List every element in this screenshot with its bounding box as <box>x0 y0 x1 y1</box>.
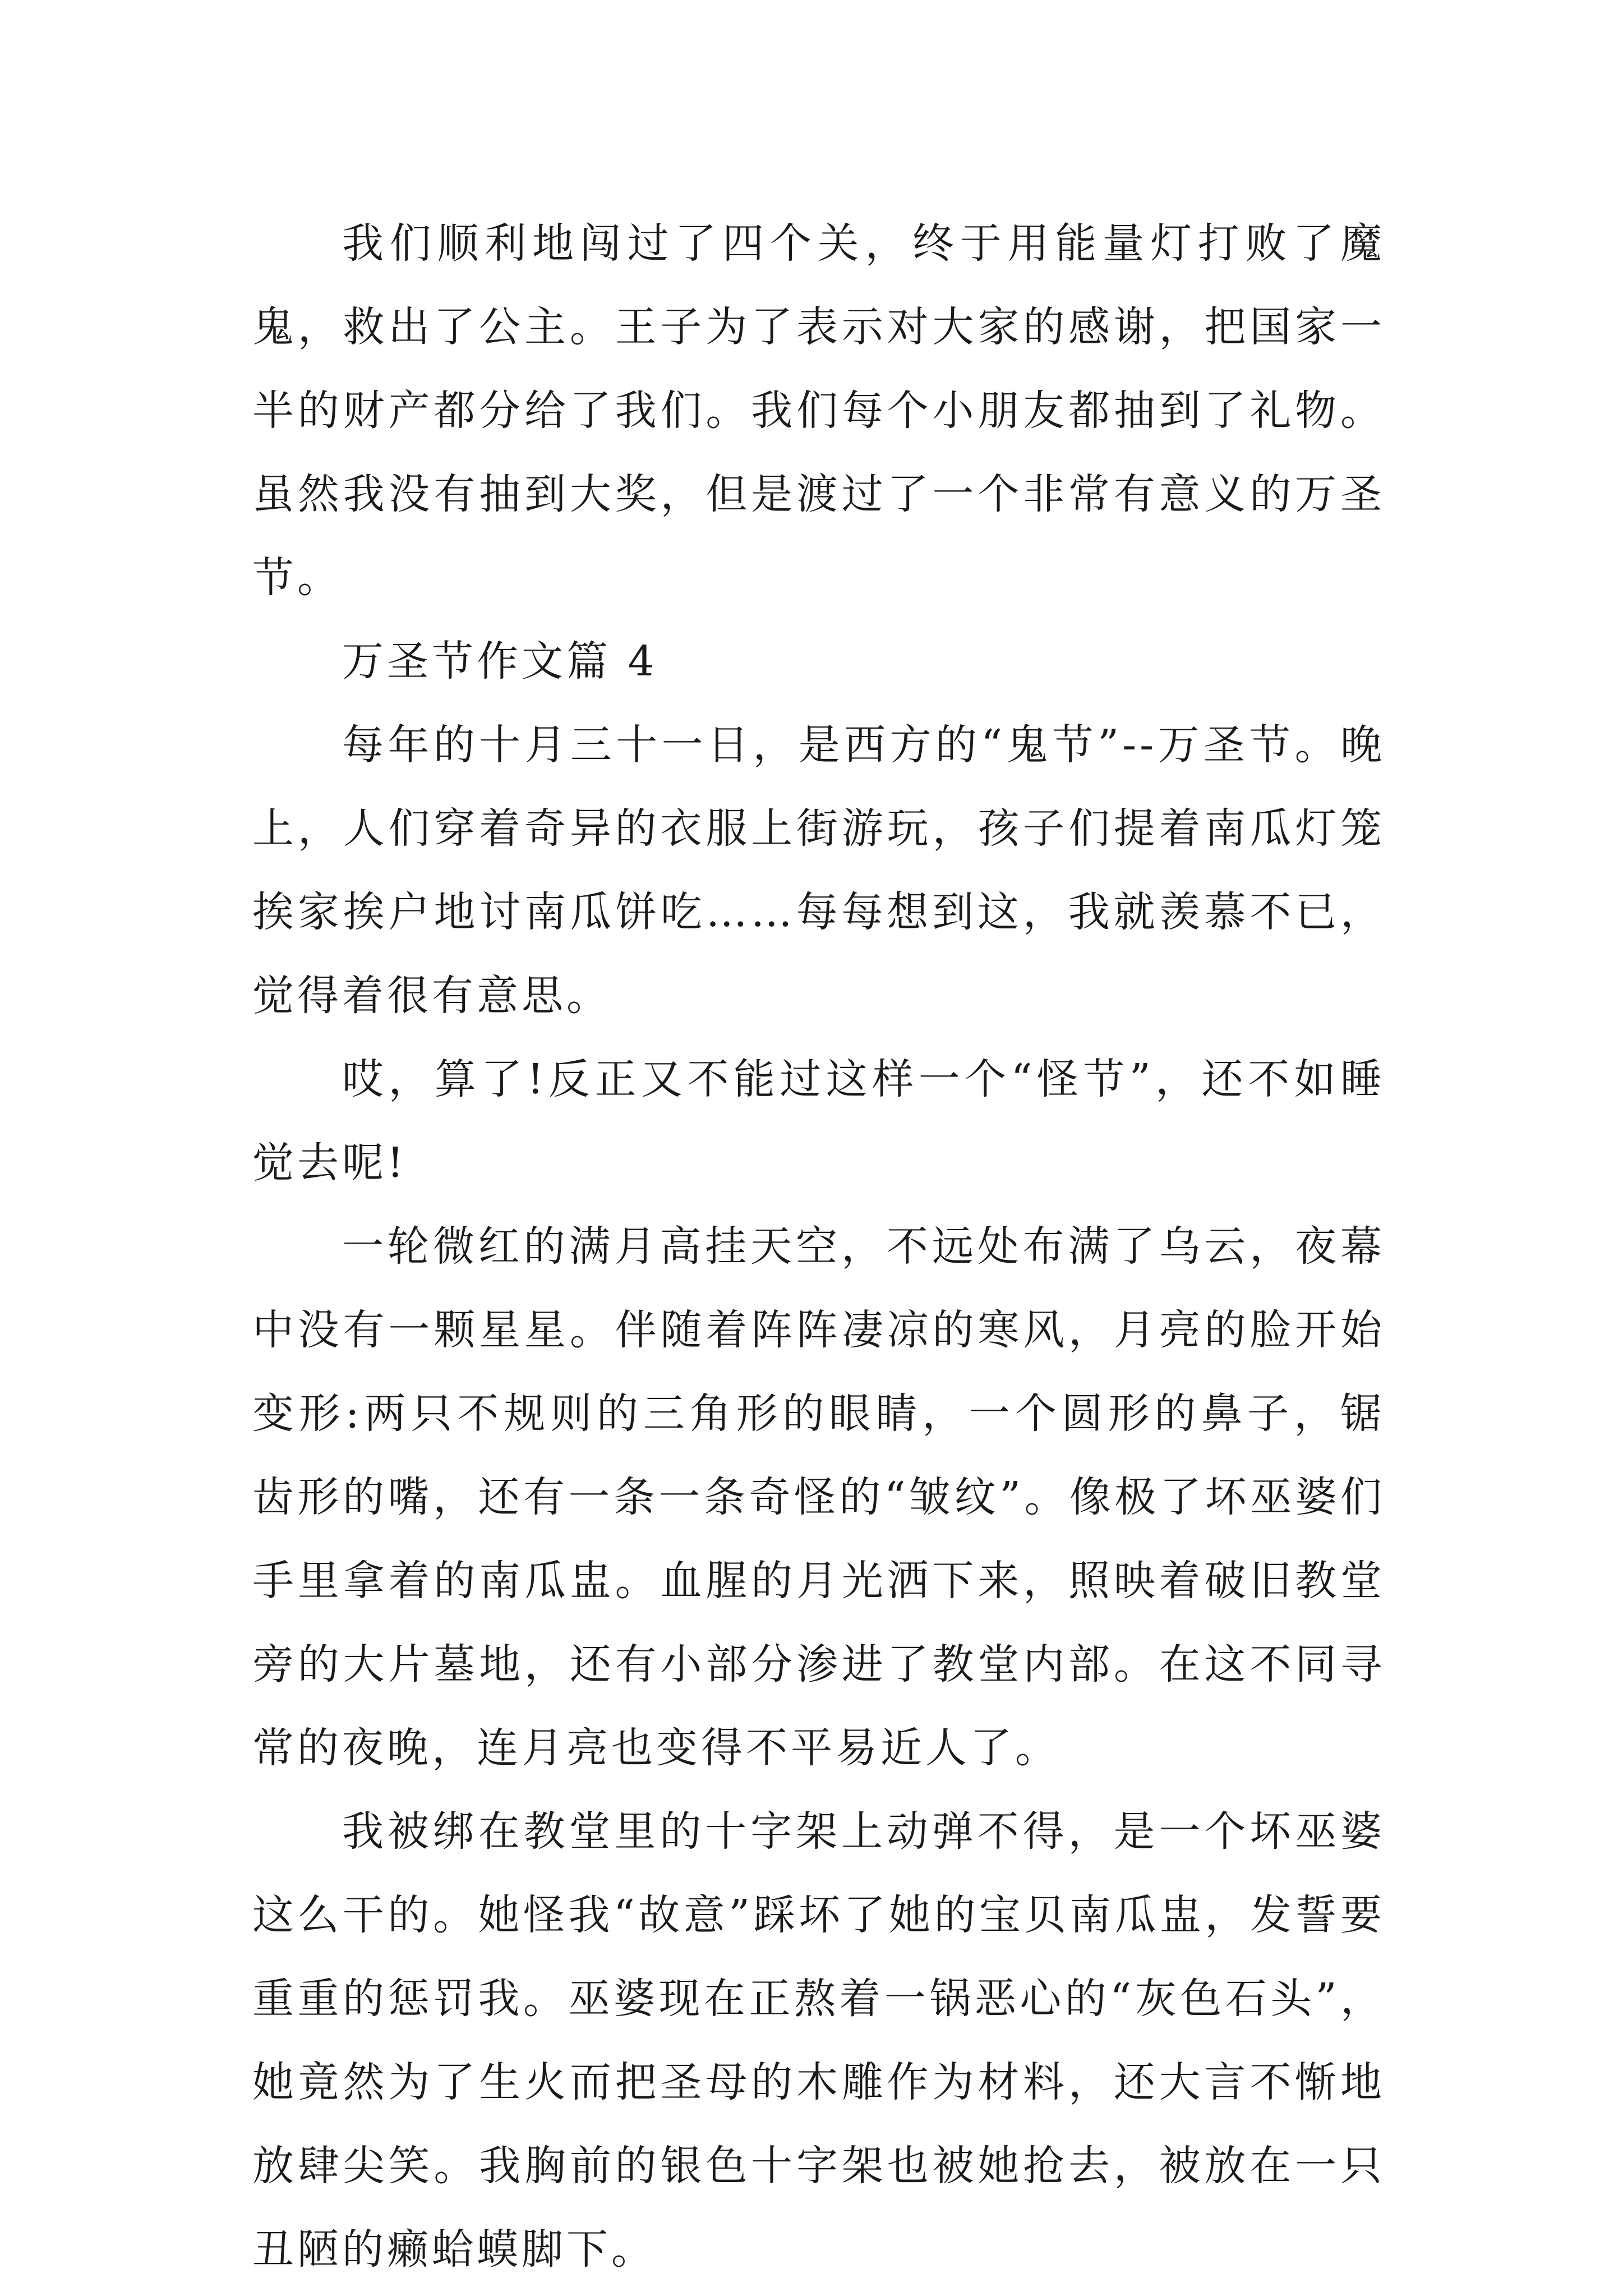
essay-heading: 万圣节作文篇 4 <box>342 637 658 685</box>
paragraph-ending-story: 我们顺利地闯过了四个关，终于用能量灯打败了魔鬼，救出了公主。王子为了表示对大家的感谢，把国家一半的财产都分给了我们。我们每个小朋友都抽到了礼物。虽然我没有抽到大奖，但是渡过了一个非常有意义的万圣节。 <box>252 219 1385 602</box>
paragraph-moon: 一轮微红的满月高挂天空，不远处布满了乌云，夜幕中没有一颗星星。伴随着阵阵凄凉的寒风，月亮的脸开始变形:两只不规则的三角形的眼睛，一个圆形的鼻子，锯齿形的嘴，还有一条一条奇怪的“皱纹”。像极了坏巫婆们手里拿着的南瓜盅。血腥的月光洒下来，照映着破旧教堂旁的大片墓地，还有小部分渗进了教堂内部。在这不同寻常的夜晚，连月亮也变得不平易近人了。 <box>252 1222 1385 1772</box>
paragraph-intro: 每年的十月三十一日，是西方的“鬼节”--万圣节。晚上，人们穿着奇异的衣服上街游玩，孩子们提着南瓜灯笼挨家挨户地讨南瓜饼吃……每每想到这，我就羡慕不已，觉得着很有意思。 <box>252 721 1385 1020</box>
paragraph-witch: 我被绑在教堂里的十字架上动弹不得，是一个坏巫婆这么干的。她怪我“故意”踩坏了她的宝贝南瓜盅，发誓要重重的惩罚我。巫婆现在正熬着一锅恶心的“灰色石头”，她竟然为了生火而把圣母的木雕作为材料，还大言不惭地放肆尖笑。我胸前的银色十字架也被她抢去，被放在一只丑陋的癞蛤蟆脚下。 <box>252 1807 1385 2274</box>
document-body <box>252 202 1385 2292</box>
paragraph-sigh: 哎，算了!反正又不能过这样一个“怪节”，还不如睡觉去呢! <box>252 1055 1385 1187</box>
